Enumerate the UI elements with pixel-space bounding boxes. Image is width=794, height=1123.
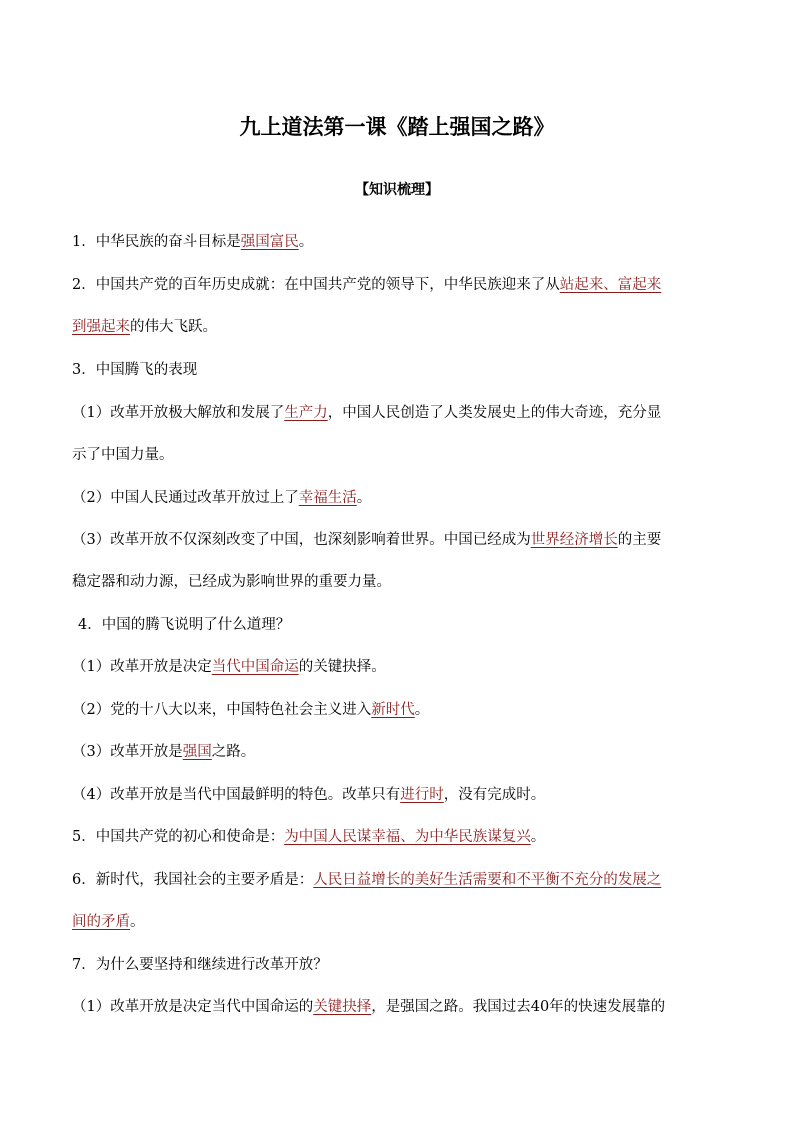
item-3-3-continued: 稳定器和动力源，已经成为影响世界的重要力量。 <box>72 574 391 590</box>
answer-text: 强国富民 <box>240 234 299 250</box>
item-4: 4．中国的腾飞说明了什么道理？ <box>78 617 291 633</box>
answer-text: 间的矛盾 <box>72 914 130 930</box>
item-4-2: （2）党的十八大以来，中国特色社会主义进入新时代。 <box>72 702 430 718</box>
item-4-4: （4）改革开放是当代中国最鲜明的特色。改革只有进行时，没有完成时。 <box>72 787 546 803</box>
item-3-1: （1）改革开放极大解放和发展了生产力，中国人民创造了人类发展史上的伟大奇迹，充分显 <box>72 405 662 421</box>
item-6-continued: 间的矛盾。 <box>72 914 145 930</box>
item-1: 1．中华民族的奋斗目标是强国富民。 <box>72 234 314 250</box>
section-heading: 【知识梳理】 <box>355 182 439 198</box>
answer-text: 当代中国命运 <box>211 659 299 675</box>
answer-text: 关键抉择 <box>313 999 372 1015</box>
item-7: 7．为什么要坚持和继续进行改革开放？ <box>72 957 328 973</box>
item-2: 2．中国共产党的百年历史成就：在中国共产党的领导下，中华民族迎来了从站起来、富起来 <box>72 277 662 293</box>
item-2-continued: 到强起来的伟大飞跃。 <box>72 319 217 335</box>
item-5: 5．中国共产党的初心和使命是：为中国人民谋幸福、为中华民族谋复兴。 <box>72 829 546 845</box>
item-3-3: （3）改革开放不仅深刻改变了中国，也深刻影响着世界。中国已经成为世界经济增长的主要 <box>72 532 662 548</box>
answer-text: 到强起来 <box>72 319 130 335</box>
item-4-1: （1）改革开放是决定当代中国命运的关键抉择。 <box>72 659 386 675</box>
item-6: 6．新时代，我国社会的主要矛盾是：人民日益增长的美好生活需要和不平衡不充分的发展之 <box>72 872 662 888</box>
item-7-1: （1）改革开放是决定当代中国命运的关键抉择，是强国之路。我国过去40年的快速发展靠的 <box>72 999 666 1015</box>
answer-text: 强国 <box>182 744 212 760</box>
item-3-2: （2）中国人民通过改革开放过上了幸福生活。 <box>72 490 372 506</box>
answer-text: 新时代 <box>371 702 415 718</box>
answer-text: 站起来、富起来 <box>559 277 662 293</box>
page-title: 九上道法第一课《踏上强国之路》 <box>239 115 555 139</box>
answer-text: 人民日益增长的美好生活需要和不平衡不充分的发展之 <box>313 872 662 888</box>
answer-text: 幸福生活 <box>298 490 357 506</box>
item-3-1-continued: 示了中国力量。 <box>72 447 174 463</box>
item-4-3: （3）改革开放是强国之路。 <box>72 744 256 760</box>
answer-text: 为中国人民谋幸福、为中华民族谋复兴 <box>284 829 531 845</box>
answer-text: 进行时 <box>400 787 444 803</box>
answer-text: 世界经济增长 <box>530 532 618 548</box>
item-3: 3．中国腾飞的表现 <box>72 362 198 378</box>
answer-text: 生产力 <box>284 405 328 421</box>
